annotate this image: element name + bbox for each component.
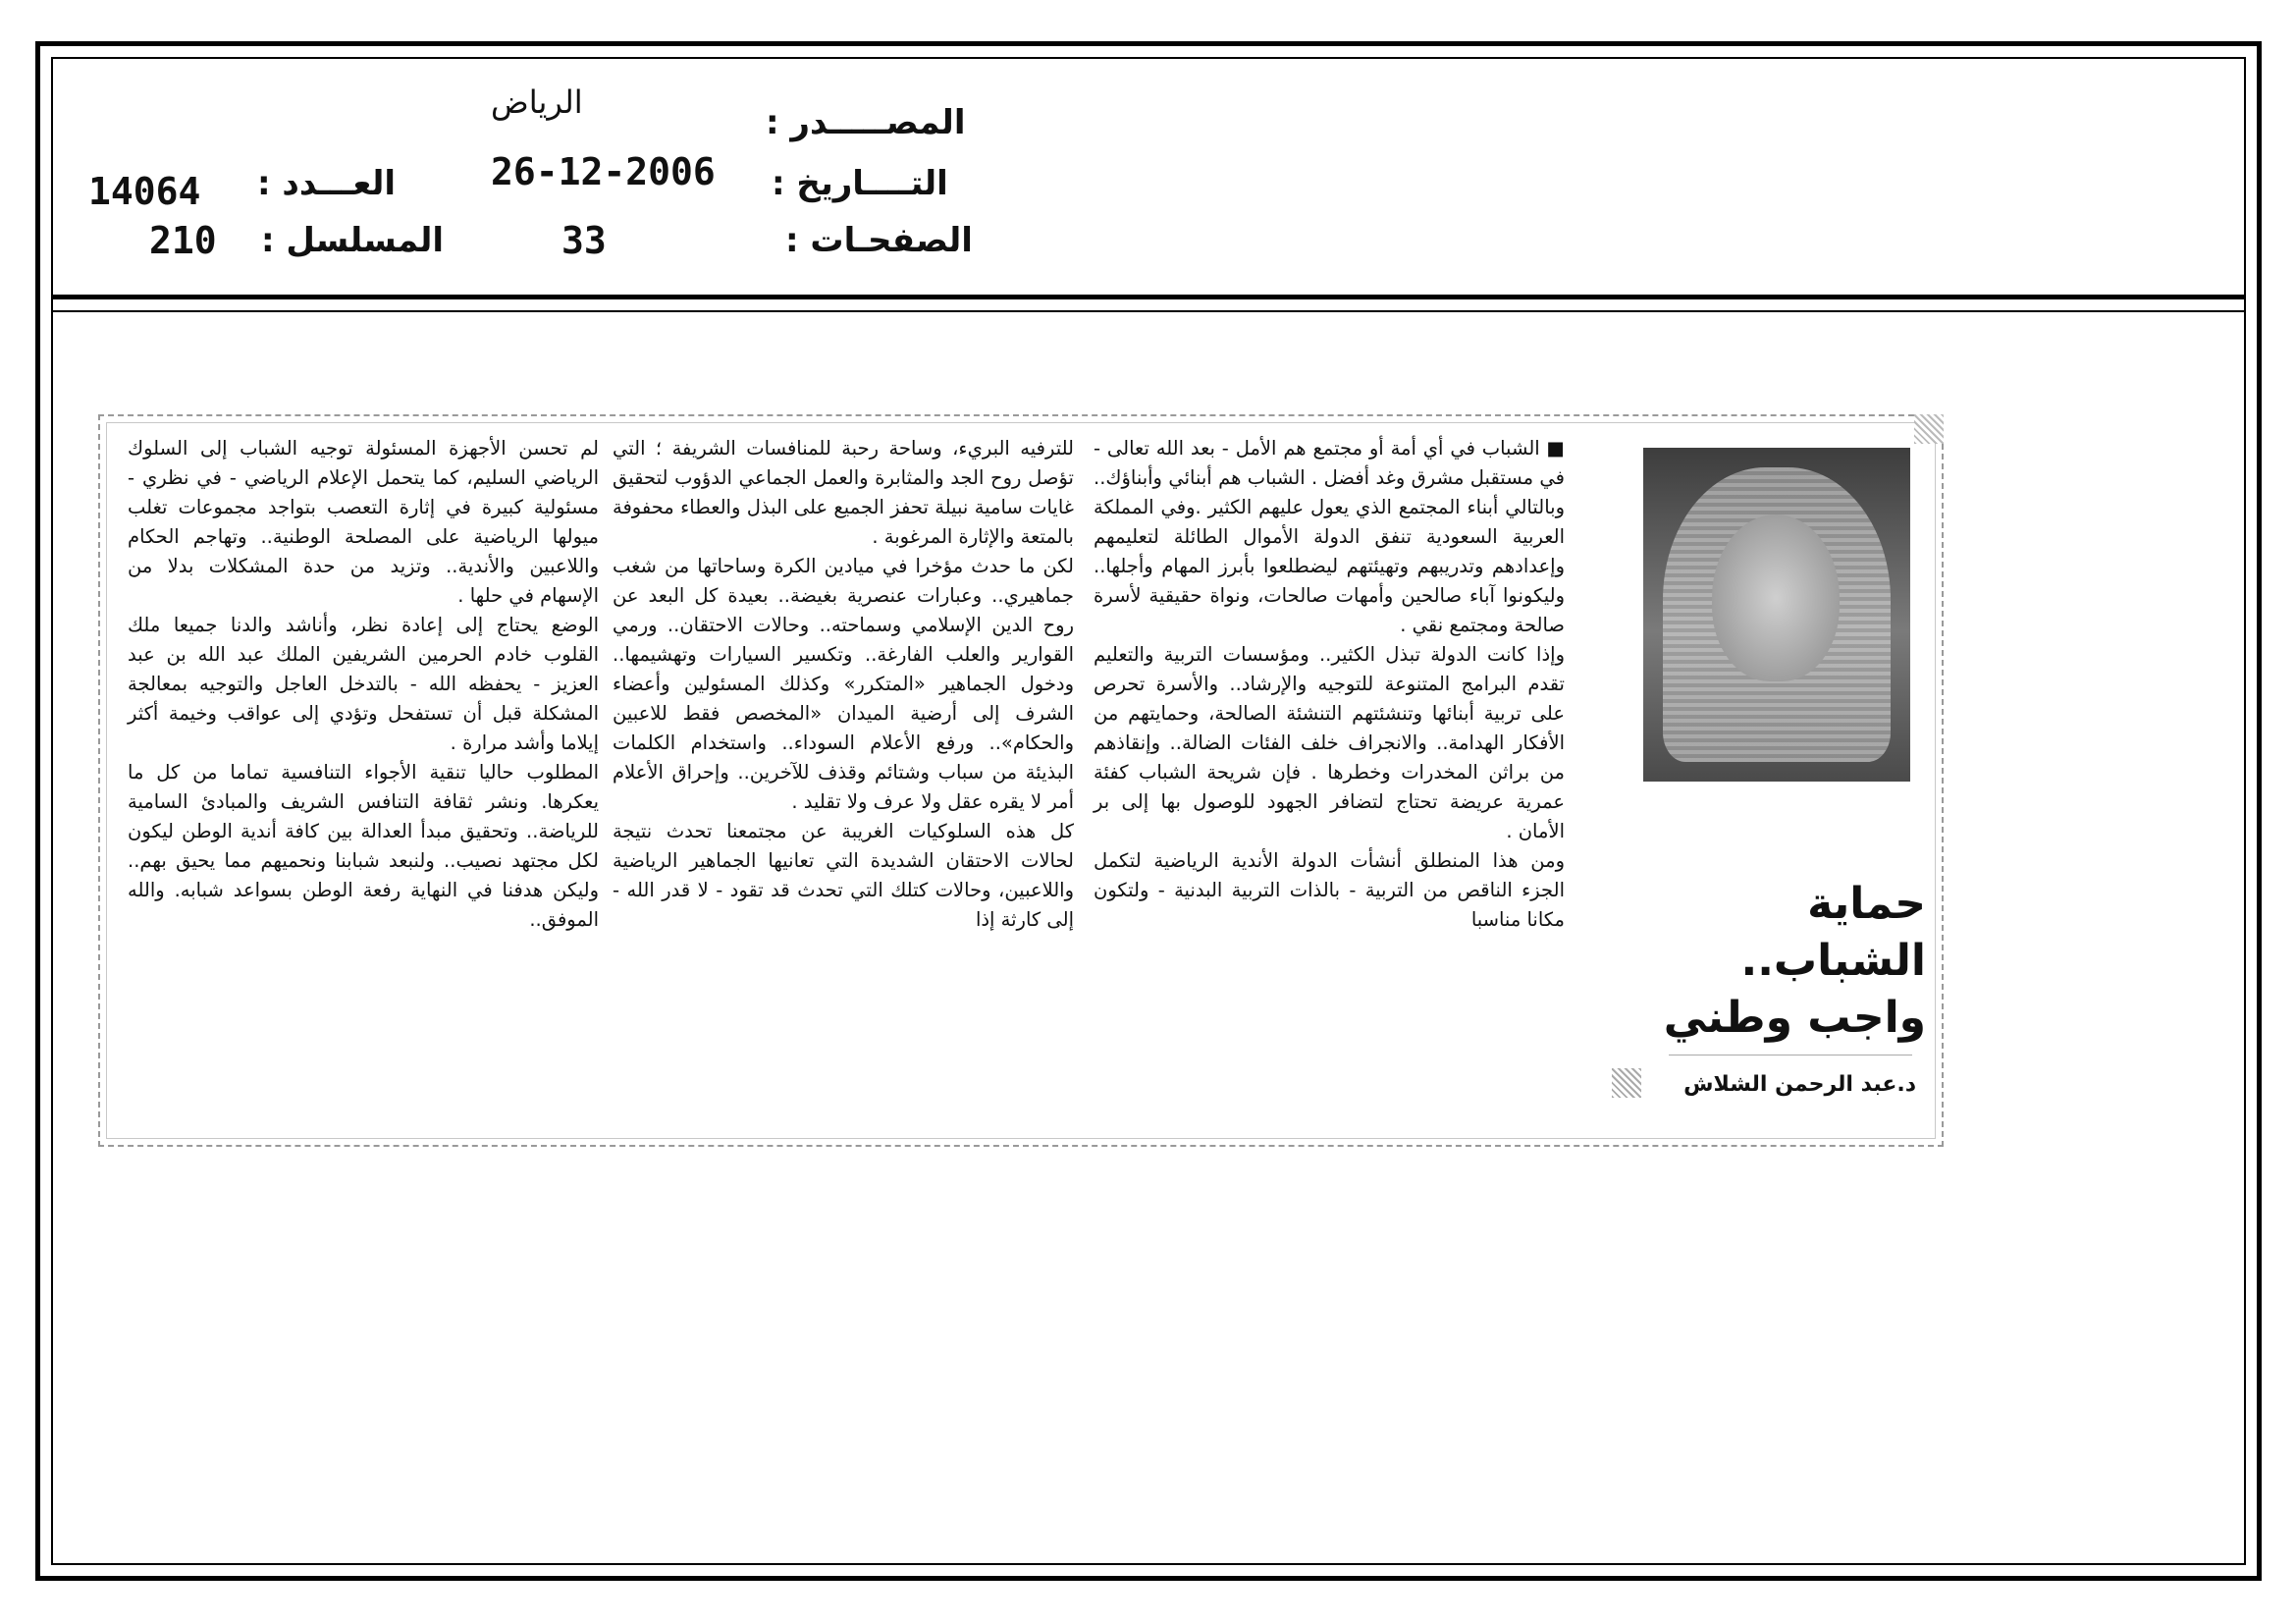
header-divider-thin bbox=[51, 310, 2246, 312]
header-divider bbox=[51, 295, 2246, 299]
author-name: د.عبد الرحمن الشلاش bbox=[1683, 1072, 1916, 1097]
serial-value: 210 bbox=[149, 219, 217, 262]
paragraph: وإذا كانت الدولة تبذل الكثير.. ومؤسسات التربية والتعليم تقدم البرامج المتنوعة للتوجيه والإرشاد.. والأسرة تحرص على تربية أبنائها وتنشئتهم التنشئة الصالحة، وحمايتهم من الأفكار الهدامة.. والانجراف خلف الفئات الضالة.. وإنقاذهم من براثن المخدرات وخطرها . فإن شريحة الشباب كفئة عمرية عريضة تحتاج لتضافر الجهود للوصول بها إلى بر الأمان . bbox=[1094, 643, 1565, 842]
author-divider bbox=[1669, 1055, 1912, 1056]
article-clipping bbox=[98, 414, 1944, 1147]
paragraph: الوضع يحتاج إلى إعادة نظر، وأناشد والدنا جميعا ملك القلوب خادم الحرمين الشريفين الملك عبد الله بن عبد العزيز - يحفظه الله - بالتدخل العاجل والتوجيه بمعالجة المشكلة قبل أن تستفحل وتؤدي إلى عواقب وخيمة أكثر إيلاما وأشد مرارة . bbox=[128, 614, 599, 754]
author-photo bbox=[1643, 448, 1910, 782]
article-column-3 bbox=[128, 434, 599, 935]
serial-label: المسلسل : bbox=[261, 221, 445, 260]
paragraph: ومن هذا المنطلق أنشأت الدولة الأندية الرياضية لتكمل الجزء الناقص من التربية - بالذات التربية البدنية - ولتكون مكانا مناسبا bbox=[1094, 849, 1565, 931]
issue-label: العـــدد : bbox=[257, 164, 396, 203]
pages-value: 33 bbox=[561, 219, 607, 262]
title-line-1: حماية الشباب.. bbox=[1740, 879, 1926, 986]
paragraph: لم تحسن الأجهزة المسئولة توجيه الشباب إلى السلوك الرياضي السليم، كما يتحمل الإعلام الرياضي - في نظري - مسئولية كبيرة في إثارة التعصب بتواجد مجموعات تغلب ميولها الرياضية على المصلحة الوطنية.. وتهاجم الحكام واللاعبين والأندية.. وتزيد من حدة المشكلات بدلا من الإسهام في حلها . bbox=[128, 437, 599, 607]
issue-value: 14064 bbox=[88, 170, 201, 213]
title-line-2: واجب وطني bbox=[1663, 993, 1926, 1043]
paragraph: ■ الشباب في أي أمة أو مجتمع هم الأمل - بعد الله تعالى - في مستقبل مشرق وغد أفضل . الشباب هم أبنائي وأبناؤك.. وبالتالي أبناء المجتمع الذي يعول عليهم الكثير .وفي المملكة العربية السعودية تنفق الدولة الأموال الطائلة لتعليمهم وإعدادهم وتدريبهم وتهيئتهم ليضطلعوا بأبرز المهام وأجلها.. وليكونوا آباء صالحين وأمهات صالحات، ونواة حقيقية لأسرة صالحة ومجتمع نقي . bbox=[1094, 437, 1565, 636]
pages-label: الصفحـات : bbox=[785, 221, 973, 260]
paragraph: كل هذه السلوكيات الغريبة عن مجتمعنا تحدث نتيجة لحالات الاحتقان الشديدة التي تعانيها الجماهير الرياضية واللاعبين، وحالات كتلك التي تحدث قد تقود - لا قدر الله - إلى كارثة إذا bbox=[613, 820, 1074, 931]
date-label: التــــاريخ : bbox=[772, 164, 948, 203]
corner-mark bbox=[1914, 414, 1944, 444]
photo-face bbox=[1712, 514, 1840, 681]
date-value: 26-12-2006 bbox=[491, 150, 716, 193]
paragraph: المطلوب حاليا تنقية الأجواء التنافسية تماما من كل ما يعكرها. ونشر ثقافة التنافس الشريف والمبادئ السامية للرياضة.. وتحقيق مبدأ العدالة بين كافة أندية الوطن ليكون لكل مجتهد نصيب.. ولنبعد شبابنا ونحميهم مما يحيق بهم.. وليكن هدفنا في النهاية رفعة الوطن بسواعد شبابه. والله الموفق.. bbox=[128, 761, 599, 931]
article-column-2 bbox=[613, 434, 1074, 935]
source-label: المصـــــدر : bbox=[766, 103, 966, 142]
source-value: الرياض bbox=[491, 83, 583, 121]
author-mark bbox=[1612, 1068, 1641, 1098]
paragraph: لكن ما حدث مؤخرا في ميادين الكرة وساحاتها من شغب جماهيري.. وعبارات عنصرية بغيضة.. بعيدة كل البعد عن روح الدين الإسلامي وسماحته.. وحالات الاحتقان.. ورمي القوارير والعلب الفارغة.. وتكسير السيارات وتهشيمها.. ودخول الجماهير «المتكرر» وكذلك المسئولين وأعضاء الشرف إلى أرضية الميدان «المخصص فقط للاعبين والحكام».. ورفع الأعلام السوداء.. واستخدام الكلمات البذيئة من سباب وشتائم وقذف للآخرين.. وإحراق الأعلام أمر لا يقره عقل ولا عرف ولا تقليد . bbox=[613, 555, 1074, 813]
paragraph: للترفيه البريء، وساحة رحبة للمنافسات الشريفة ؛ التي تؤصل روح الجد والمثابرة والعمل الجماعي الدؤوب لتحقيق غايات سامية نبيلة تحفز الجميع على البذل والعطاء محفوفة بالمتعة والإثارة المرغوبة . bbox=[613, 437, 1074, 548]
article-column-1 bbox=[1094, 434, 1565, 935]
article-title bbox=[1612, 876, 1926, 1047]
